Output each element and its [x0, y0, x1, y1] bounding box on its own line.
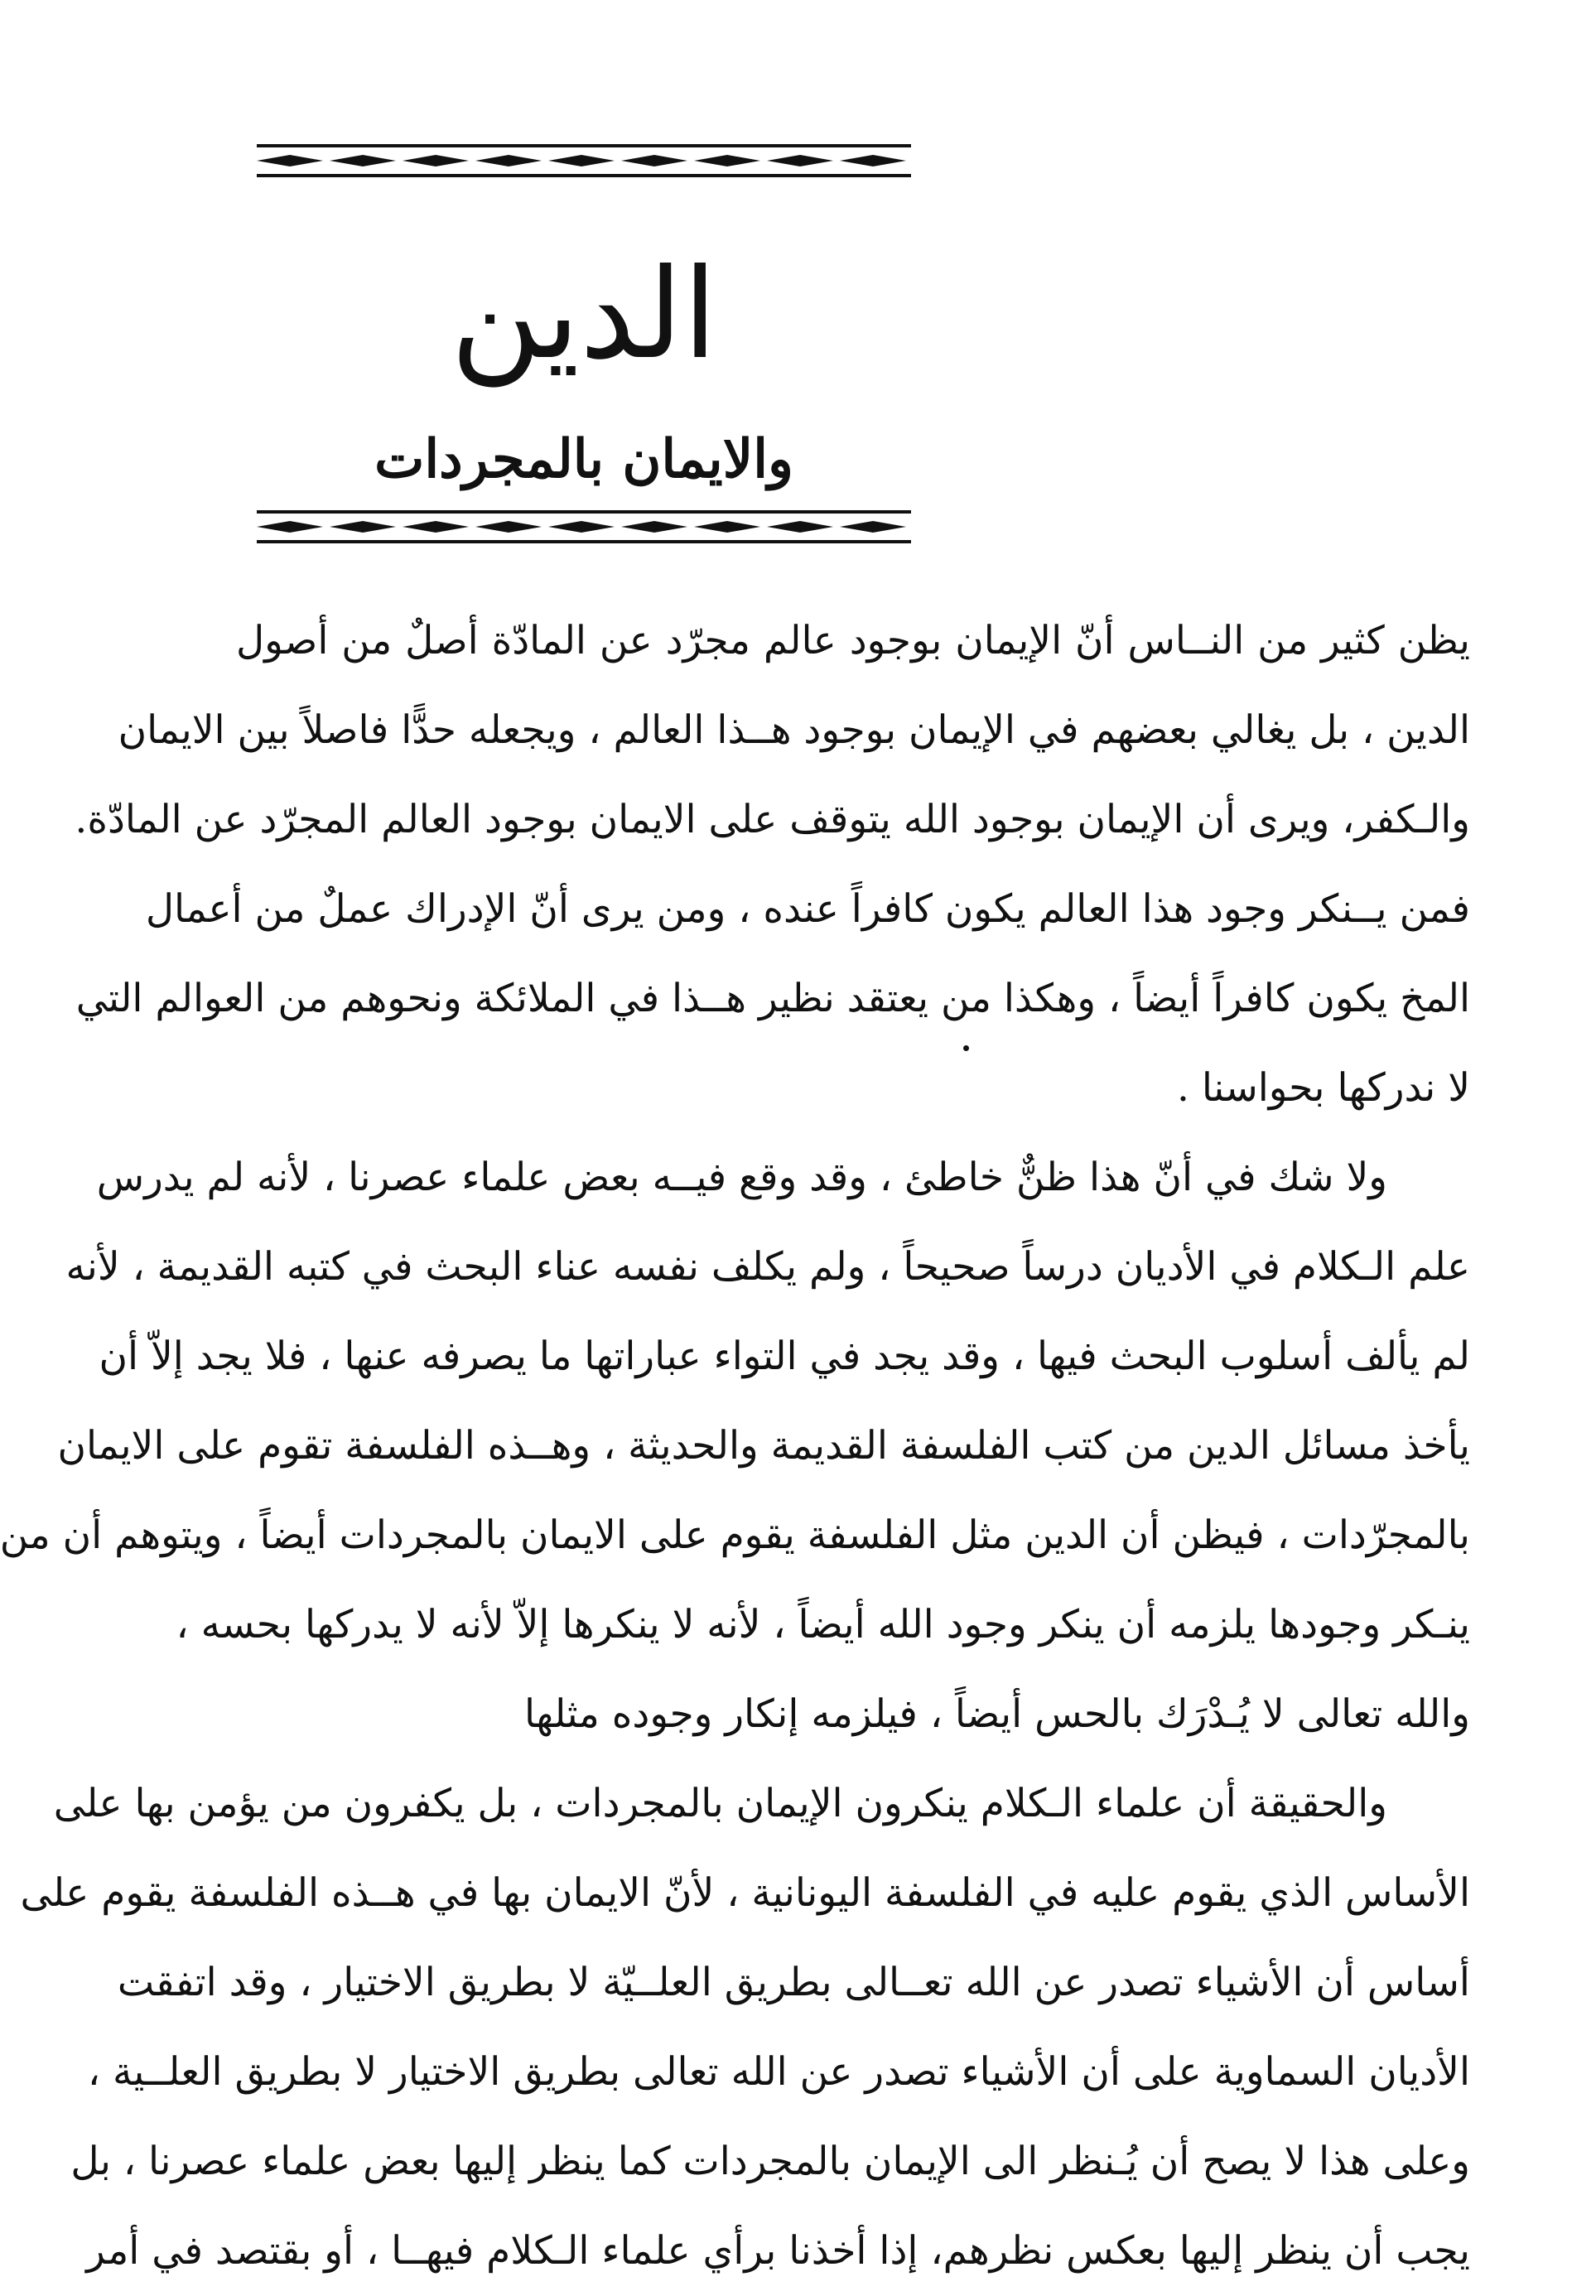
paragraph-2-line-5: بالمجرّدات ، فيظن أن الدين مثل الفلسفة يقوم على الايمان بالمجردات أيضاً ، ويتوهم أن من [0, 1512, 1470, 1558]
paragraph-2-line-3: لم يألف أسلوب البحث فيها ، وقد يجد في التواء عباراتها ما يصرفه عنها ، فلا يجد إلاّ أن [99, 1334, 1470, 1379]
paragraph-2-line-2: علم الـكلام في الأديان درساً صحيحاً ، ولم يكلف نفسه عناء البحث في كتبه القديمة ، لأنه [65, 1244, 1470, 1290]
chapter-subtitle: والايمان بالمجردات [374, 428, 793, 490]
paragraph-1-line-1: يظن كثير من النــاس أنّ الإيمان بوجود عالم مجرّد عن المادّة أصلٌ من أصول [236, 618, 1470, 663]
paragraph-1-line-6: لا ندركها بحواسنا . [1176, 1065, 1470, 1111]
body-text [0, 596, 1470, 2296]
paragraph-1-line-5: المخ يكون كافراً أيضاً ، وهكذا من يعتقد نظير هــذا في الملائكة ونحوهم من العوالم التي [75, 976, 1470, 1021]
paragraph-1-line-3: والـكفر، ويرى أن الإيمان بوجود الله يتوقف على الايمان بوجود العالم المجرّد عن المادّة. [75, 797, 1470, 842]
top-ornamental-rule [257, 142, 911, 179]
paragraph-2-line-7: والله تعالى لا يُـدْرَك بالحس أيضاً ، فيلزمه إنكار وجوده مثلها [523, 1691, 1470, 1737]
paragraph-3-line-4: الأديان السماوية على أن الأشياء تصدر عن الله تعالى بطريق الاختيار لا بطريق العلــية ، [87, 2049, 1470, 2095]
paragraph-3-line-6: يجب أن ينظر إليها بعكس نظرهم، إذا أخذنا برأي علماء الـكلام فيهــا ، أو بقتصد في أمر [86, 2228, 1470, 2274]
paragraph-2-line-4: يأخذ مسائل الدين من كتب الفلسفة القديمة والحديثة ، وهــذه الفلسفة تقوم على الايمان [57, 1423, 1470, 1469]
paragraph-2-line-1: ولا شك في أنّ هذا ظنٌّ خاطئ ، وقد وقع فيــه بعض علماء عصرنا ، لأنه لم يدرس [96, 1155, 1387, 1200]
bottom-ornamental-rule [257, 509, 911, 545]
chapter-title: الدين [450, 243, 718, 387]
paragraph-2-line-6: ينـكر وجودها يلزمه أن ينكر وجود الله أيضاً ، لأنه لا ينكرها إلاّ لأنه لا يدركها بحسه ، [176, 1602, 1470, 1647]
paragraph-1-line-2: الدين ، بل يغالي بعضهم في الإيمان بوجود هــذا العالم ، ويجعله حدًّا فاصلاً بين الايمان [118, 707, 1470, 753]
paragraph-3-line-2: الأساس الذي يقوم عليه في الفلسفة اليونانية ، لأنّ الايمان بها في هــذه الفلسفة يقوم على [20, 1870, 1470, 1916]
stray-ink-dot [963, 1045, 969, 1051]
paragraph-1-line-4: فمن يــنكر وجود هذا العالم يكون كافراً عنده ، ومن يرى أنّ الإدراك عملٌ من أعمال [145, 886, 1470, 932]
paragraph-3-line-1: والحقيقة أن علماء الـكلام ينكرون الإيمان بالمجردات ، بل يكفرون من يؤمن بها على [53, 1781, 1387, 1826]
paragraph-3-line-5: وعلى هذا لا يصح أن يُـنظر الى الإيمان بالمجردات كما ينظر إليها بعض علماء عصرنا ، بل [70, 2139, 1470, 2184]
paragraph-3-line-3: أساس أن الأشياء تصدر عن الله تعــالى بطريق العلــيّة لا بطريق الاختيار ، وقد اتفقت [117, 1960, 1470, 2005]
